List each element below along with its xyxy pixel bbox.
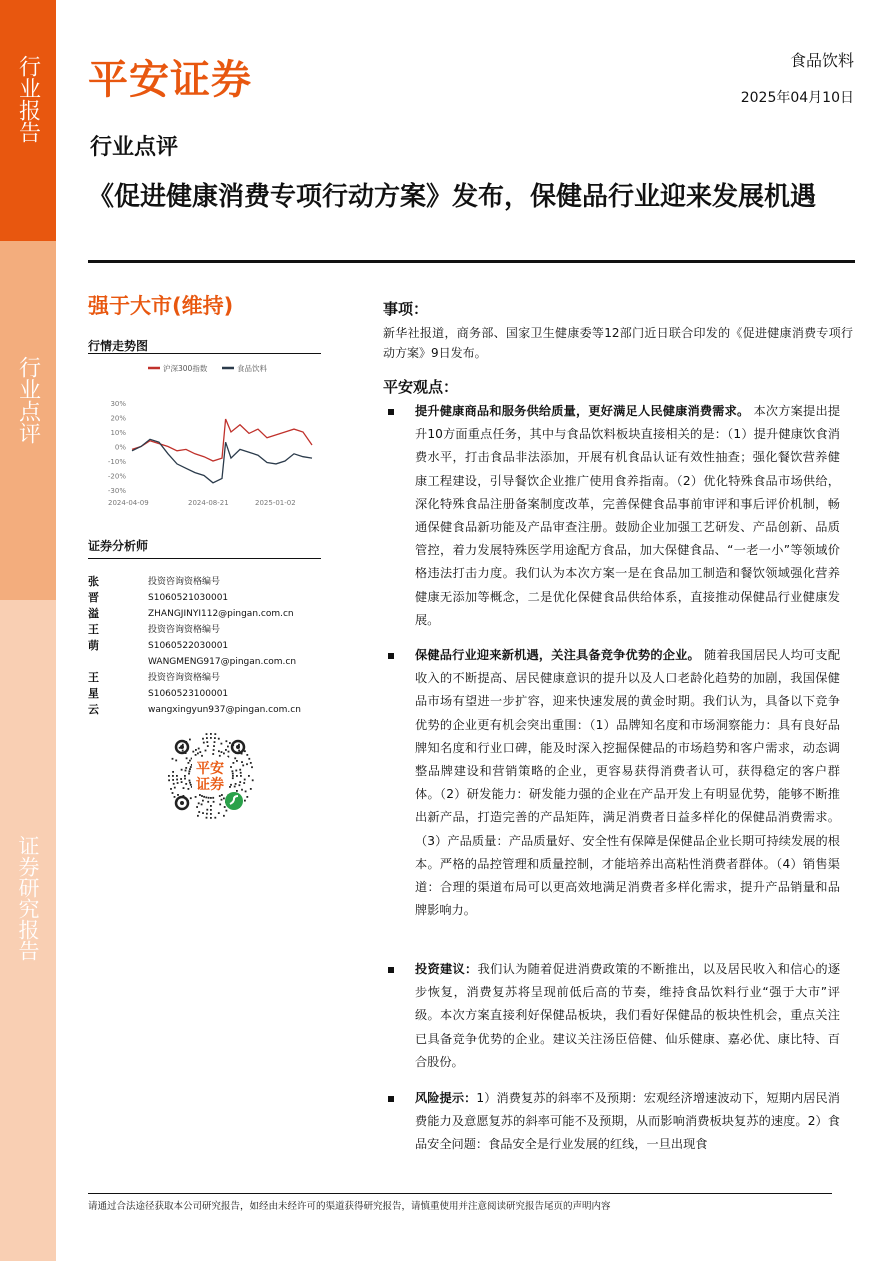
viewpoint-lead: 保健品行业迎来新机遇，关注具备竞争优势的企业。 bbox=[415, 648, 700, 662]
company-logo: 平安证券 bbox=[88, 57, 252, 103]
analyst-cert-label: 投资咨询资格编号 bbox=[148, 673, 221, 683]
market-trend-chart bbox=[100, 358, 325, 518]
viewpoint-body: 随着我国居民人均可支配收入的不断提高、居民健康意识的提升以及人口老龄化趋势的加剧，我国保健品市场有望进一步扩容，迎来快速发展的黄金时期。我们认为，具备以下竞争优势的企业更有机会突出重围：（1）品牌知名度和市场洞察能力：具有良好品牌知名度和行业口碑，能及时深入挖掘保健品的市场趋势和客户需求，动态调整品牌建设和营销策略的企业，更容易获得消费者认可，获得稳定的客户群体。（2）研发能力：研发能力强的企业在产品开发上有明显优势，能够不断推出新产品，打造完善的产品矩阵，满足消费者日益多样化的保健品消费需求。（3）产品质量：产品质量好、安全性有保障是保健品企业长期可持续发展的根本。严格的品控管理和质量控制，才能培养出高粘性消费者群体。（4）销售渠道：合理的渠道布局可以更高效地满足消费者多样化需求，提升产品销量和品牌影响力。 bbox=[415, 648, 841, 918]
event-text: 新华社报道，商务部、国家卫生健康委等12部门近日联合印发的《促进健康消费专项行动方案》9日发布。 bbox=[383, 326, 853, 360]
rating-badge: 强于大市(维持) bbox=[88, 294, 234, 318]
sidebar-label-comment: 行业点评 bbox=[15, 356, 41, 444]
bullet-marker bbox=[388, 409, 394, 415]
analyst-info bbox=[148, 622, 296, 670]
bullet-marker bbox=[388, 1096, 394, 1102]
sidebar-label-research: 证券研究报告 bbox=[16, 835, 40, 961]
svg-text:证券: 证券 bbox=[196, 777, 224, 793]
analyst-cert-number: S1060521030001 bbox=[148, 593, 229, 603]
footer-disclaimer: 请通过合法途径获取本公司研究报告，如经由未经许可的渠道获得研究报告，请慎重使用并注意阅读研究报告尾页的声明内容 bbox=[88, 1201, 611, 1212]
sidebar-band-report bbox=[0, 0, 56, 241]
line-chart-svg bbox=[100, 358, 325, 518]
industry-label: 食品饮料 bbox=[789, 51, 854, 70]
viewpoint-paragraph bbox=[415, 400, 840, 632]
viewpoint-lead: 风险提示： bbox=[415, 1091, 477, 1105]
y-axis-ticks bbox=[108, 400, 126, 495]
header-divider bbox=[88, 260, 855, 263]
viewpoint-body: 本次方案提出提升10方面重点任务，其中与食品饮料板块直接相关的是：（1）提升健康饮食消费水平，打击食品非法添加，开展有机食品认证有效性抽查；强化餐饮营养健康工程建设，引导餐饮企业推广使用食养指南。（2）优化特殊食品市场供给，深化特殊食品注册备案制度改革，完善保健食品事前审评和事后评价机制，畅通保健食品新功能及产品审查注册。鼓励企业加强工艺研发、产品创新、品质管控，着力发展特殊医学用途配方食品，加大保健食品、“一老一小”等领域价格违法打击力度。我们认为本次方案一是在食品加工制造和餐饮领域强化营养健康无添加等概念，二是优化保健食品供给体系，直接推动保健品行业健康发展。 bbox=[415, 404, 841, 627]
legend-label-food-bev: 食品饮料 bbox=[237, 364, 267, 373]
svg-text:2024-08-21: 2024-08-21 bbox=[188, 499, 229, 507]
legend-label-hs300: 沪深300指数 bbox=[163, 364, 208, 373]
analyst-email[interactable]: wangxingyun937@pingan.com.cn bbox=[148, 705, 301, 715]
svg-text:-30%: -30% bbox=[107, 487, 126, 495]
report-type: 行业点评 bbox=[90, 135, 179, 160]
svg-text:平安: 平安 bbox=[196, 761, 224, 777]
risk-warning-paragraph bbox=[415, 1087, 840, 1157]
analyst-info bbox=[148, 574, 294, 622]
series-line-hs300 bbox=[132, 419, 312, 461]
bullet-marker bbox=[388, 653, 394, 659]
report-date: 2025年04月10日 bbox=[740, 90, 854, 106]
page-title: 《促进健康消费专项行动方案》发布，保健品行业迎来发展机遇 bbox=[88, 182, 817, 212]
svg-text:2024-04-09: 2024-04-09 bbox=[108, 499, 149, 507]
analyst-email[interactable]: WANGMENG917@pingan.com.cn bbox=[148, 657, 297, 667]
investment-advice-paragraph bbox=[415, 958, 840, 1074]
event-heading: 事项： bbox=[383, 300, 429, 318]
analyst-email[interactable]: ZHANGJINYI112@pingan.com.cn bbox=[148, 609, 294, 619]
analyst-cert-label: 投资咨询资格编号 bbox=[148, 577, 221, 587]
viewpoint-body: 我们认为随着促进消费政策的不断推出，以及居民收入和信心的逐步恢复，消费复苏将呈现前低后高的节奏，维持食品饮料行业“强于大市”评级。本次方案直接利好保健品板块，我们看好保健品的板块性机会，重点关注已具备竞争优势的企业。建议关注汤臣倍健、仙乐健康、嘉必优、康比特、百合股份。 bbox=[415, 962, 841, 1069]
viewpoint-lead: 提升健康商品和服务供给质量，更好满足人民健康消费需求。 bbox=[415, 404, 750, 418]
sidebar-band-research bbox=[0, 600, 56, 1261]
analyst-name: 张晋溢 bbox=[88, 575, 99, 620]
svg-text:-20%: -20% bbox=[107, 472, 126, 481]
analyst-name: 王萌 bbox=[88, 623, 99, 652]
analyst-cert-label: 投资咨询资格编号 bbox=[148, 625, 221, 635]
bullet-marker bbox=[388, 967, 394, 973]
analyst-info bbox=[148, 670, 301, 718]
svg-text:-10%: -10% bbox=[107, 458, 126, 466]
svg-text:2025-01-02: 2025-01-02 bbox=[255, 499, 296, 507]
chart-legend bbox=[148, 363, 267, 373]
chart-title-divider bbox=[88, 353, 321, 354]
svg-text:0%: 0% bbox=[114, 443, 126, 452]
qr-code-icon bbox=[162, 727, 258, 823]
viewpoint-paragraph bbox=[415, 644, 840, 922]
mini-program-qr-code[interactable] bbox=[162, 727, 258, 823]
analyst-cert-number: S1060523100001 bbox=[148, 689, 229, 699]
analyst-divider bbox=[88, 558, 321, 559]
sidebar-label-report: 行业报告 bbox=[15, 55, 41, 143]
analyst-section-title: 证券分析师 bbox=[88, 539, 149, 553]
chart-title: 行情走势图 bbox=[88, 339, 149, 353]
viewpoint-heading: 平安观点： bbox=[383, 378, 459, 396]
viewpoint-body: 1）消费复苏的斜率不及预期：宏观经济增速波动下，短期内居民消费能力及意愿复苏的斜率可能不及预期，从而影响消费板块复苏的速度。2）食品安全问题：食品安全是行业发展的红线，一旦出现食 bbox=[415, 1091, 840, 1152]
x-axis-ticks bbox=[108, 499, 296, 507]
analyst-cert-number: S1060522030001 bbox=[148, 641, 229, 651]
svg-text:20%: 20% bbox=[110, 414, 126, 423]
sidebar-band-comment bbox=[0, 241, 56, 600]
footer-divider bbox=[88, 1193, 832, 1194]
viewpoint-lead: 投资建议： bbox=[415, 962, 478, 976]
analyst-name: 王星云 bbox=[88, 671, 99, 716]
svg-text:10%: 10% bbox=[110, 429, 126, 437]
series-line-food-bev bbox=[132, 439, 312, 483]
svg-text:30%: 30% bbox=[110, 400, 126, 408]
